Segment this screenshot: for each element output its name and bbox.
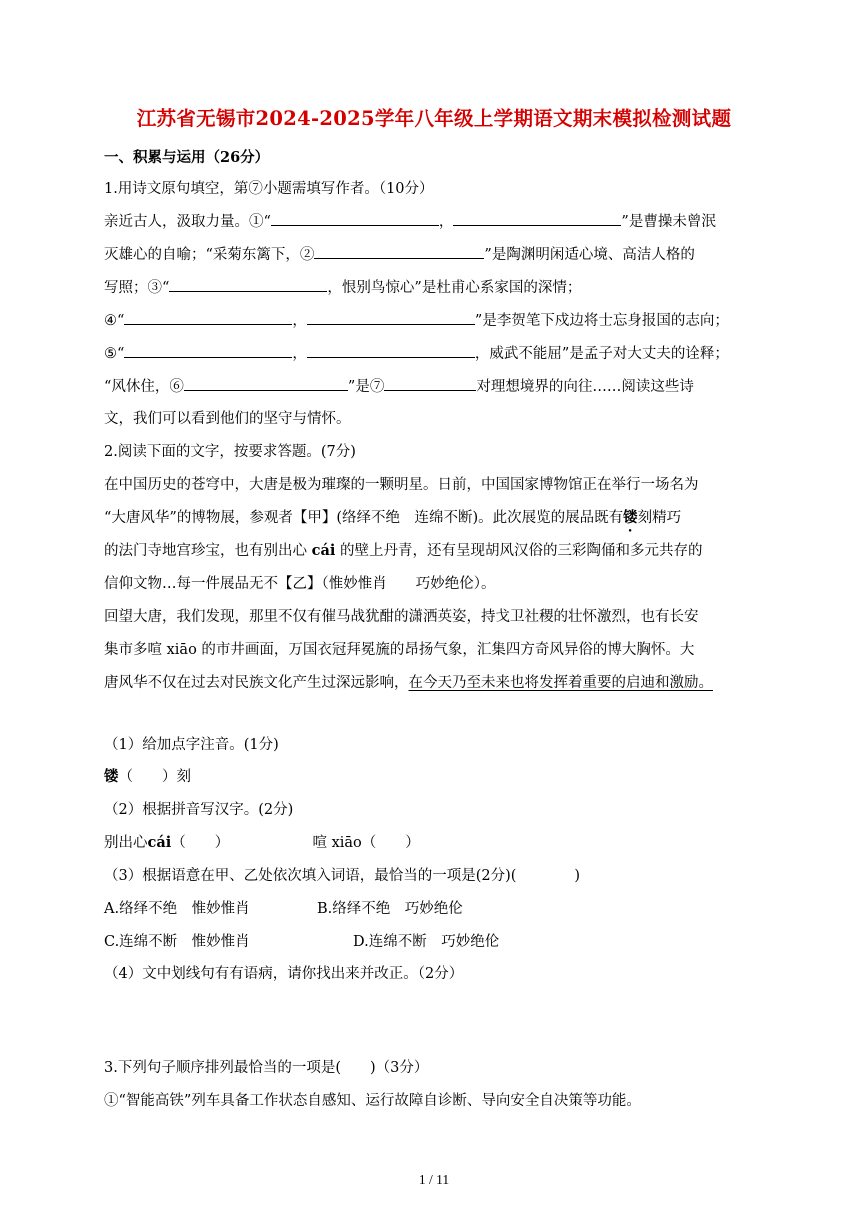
answer-blank-2[interactable] (314, 244, 484, 259)
q1-line-5: ⑤“ ， ，威武不能屈”是孟子对大丈夫的诠释； (104, 343, 784, 364)
q1-line-7: 文，我们可以看到他们的坚守与情怀。 (104, 411, 351, 427)
passage-line-7: 唐风华不仅在过去对民族文化产生过深远影响，在今天乃至未来也将发挥着重要的启迪和激励。 (104, 675, 713, 691)
answer-paren-1[interactable]: （ ）刻 (118, 769, 191, 785)
question-2-heading: 2.阅读下面的文字，按要求答题。(7分) (104, 444, 356, 460)
pinyin-xiao: xiāo (166, 642, 197, 658)
sub-question-2-answer: 别出心cái（ ） 喧 xiāo（ ） (104, 834, 420, 851)
section-heading: 一、积累与运用（26分） (104, 149, 270, 166)
options-row-1 (104, 899, 784, 919)
question-1-heading: 1.用诗文原句填空，第⑦小题需填写作者。（10分） (104, 181, 434, 197)
q1-line-4: ④“ ， ”是李贺笔下戍边将士忘身报国的志向； (104, 310, 784, 331)
sub-question-4: （4）文中划线句有有语病，请你找出来并改正。（2分） (104, 966, 464, 982)
answer-blank-7[interactable] (384, 376, 476, 391)
passage-line-6: 集市多喧 xiāo 的市井画面，万国衣冠拜冕旒的昂扬气象，汇集四方奇风异俗的博大胸怀。大 (104, 642, 695, 658)
answer-blank-5b[interactable] (307, 343, 475, 358)
answer-blank-1b[interactable] (453, 211, 621, 226)
underlined-sentence: 在今天乃至未来也将发挥着重要的启迪和激励。 (408, 675, 713, 691)
answer-blank-4b[interactable] (307, 310, 475, 325)
option-c[interactable]: C.连绵不断 惟妙惟肖 (104, 934, 250, 950)
passage-line-1: 在中国历史的苍穹中，大唐是极为璀璨的一颗明星。日前，中国国家博物馆正在举行一场名为 (104, 477, 699, 493)
sub-question-2: （2）根据拼音写汉字。(2分) (104, 802, 294, 818)
option-a[interactable]: A.络绎不绝 惟妙惟肖 (104, 901, 250, 917)
passage-line-3: 的法门寺地宫珍宝，也有别出心 cái 的壁上丹青，还有呈现胡风汉俗的三彩陶俑和多元共存的 (104, 542, 703, 559)
answer-paren-2b[interactable]: （ ） (361, 835, 420, 851)
passage-line-5: 回望大唐，我们发现，那里不仅有催马战犹酣的潇洒英姿，持戈卫社稷的壮怀激烈，也有长安 (104, 609, 699, 625)
page-number: 1 / 11 (418, 1172, 450, 1187)
answer-blank-4a[interactable] (124, 310, 292, 325)
q1-line-2: 灭雄心的自喻；“采菊东篱下，② ”是陶渊明闲适心境、高洁人格的 (104, 244, 784, 265)
answer-blank-5a[interactable] (124, 343, 292, 358)
page-title: 江苏省无锡市2024-2025学年八年级上学期语文期末模拟检测试题 (136, 107, 732, 130)
option-b[interactable]: B.络绎不绝 巧妙绝伦 (317, 901, 463, 917)
passage-line-4: 信仰文物…每一件展品无不【乙】（惟妙惟肖 巧妙绝伦）。 (104, 576, 496, 592)
q3-sentence-1: ①“智能高铁”列车具备工作状态自感知、运行故障自诊断、导向安全自决策等功能。 (104, 1093, 641, 1109)
options-row-2 (104, 932, 784, 952)
sub-question-1: （1）给加点字注音。(1分) (104, 737, 279, 753)
dotted-char: 镂 (623, 509, 638, 526)
sub-question-1-answer: 镂（ ）刻 (104, 768, 191, 785)
q1-line-3: 写照；③“ ，恨别鸟惊心”是杜甫心系家国的深情； (104, 277, 784, 298)
sub-question-3: （3）根据语意在甲、乙处依次填入词语，最恰当的一项是(2分)( ) (104, 868, 581, 884)
answer-blank-1a[interactable] (271, 211, 439, 226)
answer-paren-2a[interactable]: （ ） (171, 835, 230, 851)
question-3-heading: 3.下列句子顺序排列最恰当的一项是( )（3分） (104, 1060, 429, 1076)
pinyin-cai: cái (311, 542, 336, 559)
q1-line-6: “风休住，⑥ ”是⑦ 对理想境界的向往……阅读这些诗 (104, 376, 784, 397)
q1-line-1: 亲近古人，汲取力量。①“ ， ”是曹操未曾泯 (104, 211, 784, 232)
passage-line-2: “大唐风华”的博物展，参观者【甲】(络绎不绝 连绵不断)。此次展览的展品既有镂刻精巧 (104, 509, 682, 526)
option-d[interactable]: D.连绵不断 巧妙绝伦 (353, 934, 500, 950)
answer-blank-6[interactable] (184, 376, 348, 391)
answer-blank-3[interactable] (169, 277, 327, 292)
